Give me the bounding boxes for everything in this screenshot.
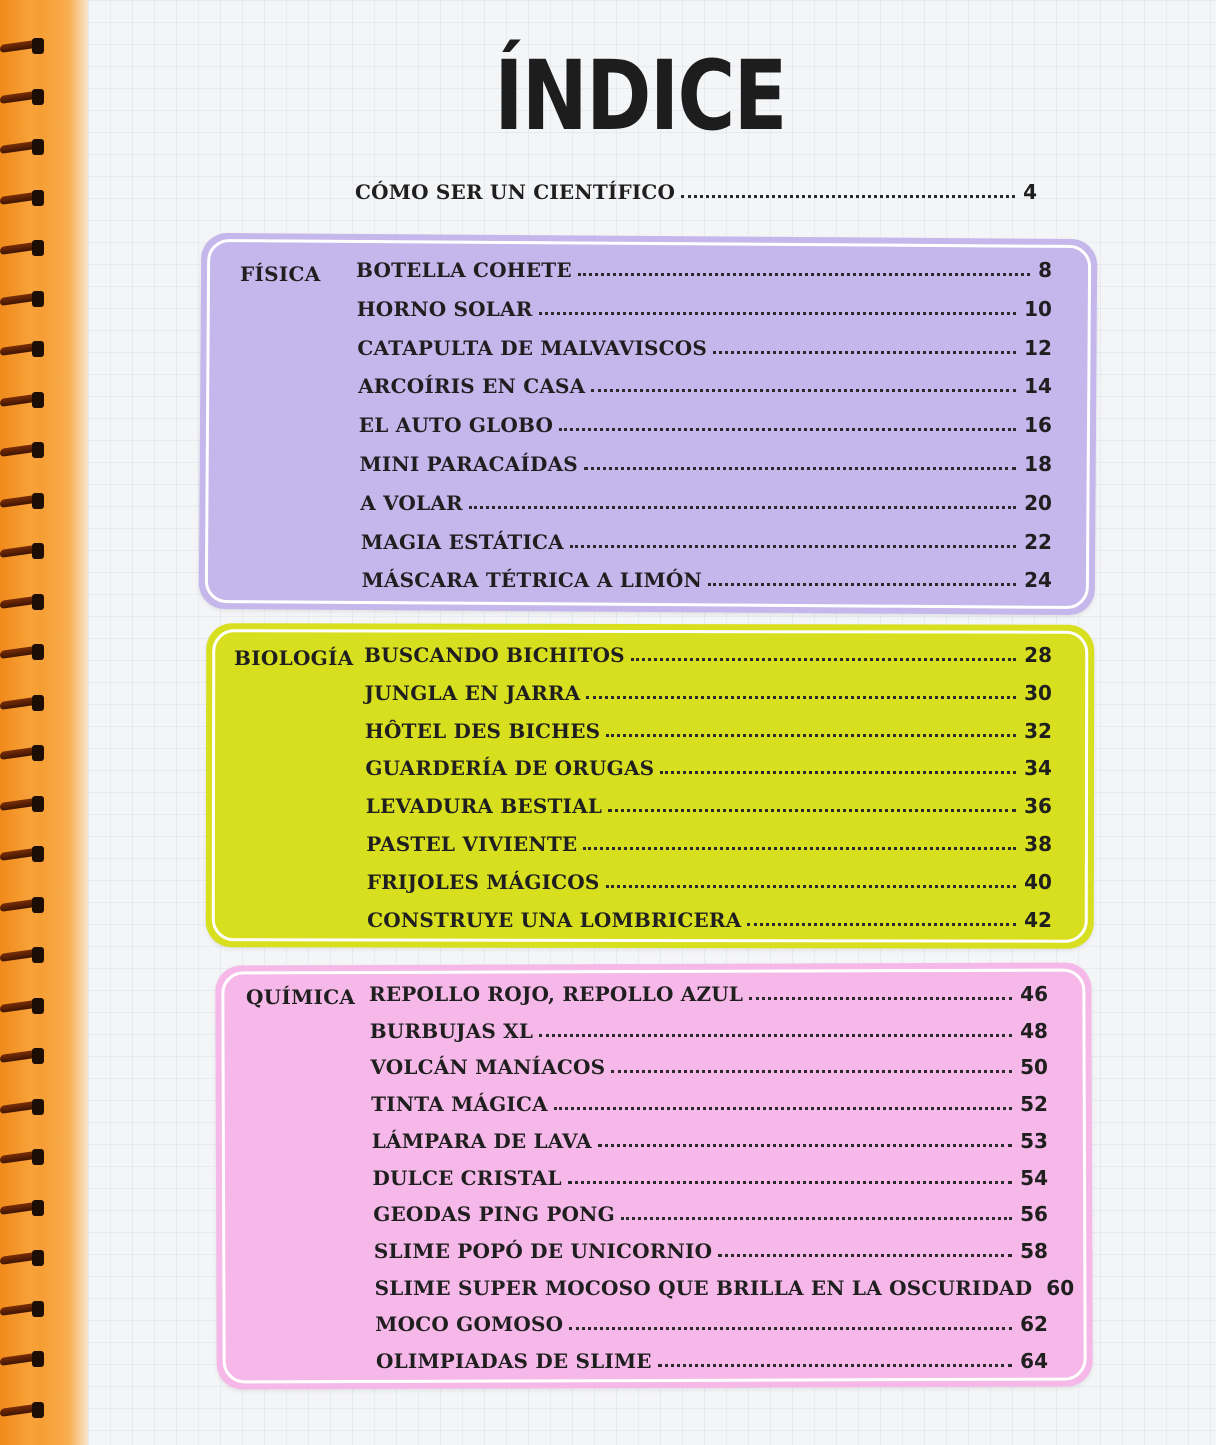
toc-entry[interactable] <box>373 1164 1049 1190</box>
toc-entry[interactable] <box>366 830 1052 856</box>
toc-entry[interactable] <box>370 1053 1048 1079</box>
toc-entry[interactable] <box>356 256 1052 282</box>
dot-leader <box>713 351 1016 354</box>
dot-leader <box>606 885 1017 888</box>
toc-entry[interactable] <box>357 295 1052 321</box>
spiral-ring <box>0 1046 44 1064</box>
spiral-ring <box>0 1400 44 1418</box>
spiral-ring <box>0 36 44 54</box>
dot-leader <box>539 312 1017 315</box>
toc-entry-title: OLIMPIADAS DE SLIME <box>376 1349 652 1373</box>
spiral-ring <box>0 743 44 761</box>
toc-entry-page: 24 <box>1024 568 1052 593</box>
toc-entry-title: ARCOÍRIS EN CASA <box>358 374 586 399</box>
dot-leader <box>578 273 1030 276</box>
toc-entry-page: 53 <box>1020 1128 1048 1153</box>
dot-leader <box>584 467 1016 470</box>
toc-entry-title: HÔTEL DES BICHES <box>364 718 601 743</box>
dot-leader <box>708 583 1016 586</box>
toc-entry-page: 52 <box>1020 1092 1048 1117</box>
dot-leader <box>539 1034 1012 1037</box>
spiral-ring <box>0 188 44 206</box>
toc-entry-intro[interactable] <box>355 178 1037 204</box>
toc-entry-title: MAGIA ESTÁTICA <box>360 529 564 554</box>
spiral-ring <box>0 541 44 559</box>
spiral-ring <box>0 238 44 256</box>
section-panel-biologia <box>206 623 1095 949</box>
toc-entry-page: 50 <box>1020 1055 1048 1080</box>
dot-leader <box>583 847 1016 850</box>
toc-entry-title: EL AUTO GLOBO <box>358 413 554 438</box>
spiral-ring <box>0 390 44 408</box>
toc-entry-title: TINTA MÁGICA <box>371 1092 548 1117</box>
dot-leader <box>747 923 1016 926</box>
dot-leader <box>631 658 1016 661</box>
toc-entry[interactable] <box>366 792 1052 818</box>
toc-entry[interactable] <box>367 906 1052 932</box>
toc-entry-page: 10 <box>1024 296 1052 321</box>
toc-entry[interactable] <box>376 1347 1048 1373</box>
toc-entry-title: PASTEL VIVIENTE <box>366 832 578 856</box>
spiral-ring <box>0 339 44 357</box>
toc-entry[interactable] <box>372 1127 1048 1153</box>
dot-leader <box>681 195 1015 198</box>
toc-entry-title: GUARDERÍA DE ORUGAS <box>365 756 655 781</box>
toc-entry-page: 36 <box>1024 794 1052 819</box>
toc-entry[interactable] <box>374 1274 1075 1300</box>
toc-entry-title: GEODAS PING PONG <box>373 1202 615 1227</box>
section-label-quimica: QUÍMICA <box>246 985 356 1009</box>
toc-entry-title: CONSTRUYE UNA LOMBRICERA <box>367 907 742 932</box>
dot-leader <box>568 1181 1012 1184</box>
toc-entry-title: FRIJOLES MÁGICOS <box>366 869 600 894</box>
toc-entry-title: VOLCÁN MANÍACOS <box>370 1055 606 1080</box>
dot-leader <box>660 771 1016 774</box>
toc-entry[interactable] <box>362 566 1052 592</box>
toc-entry-page: 22 <box>1024 529 1052 554</box>
spiral-ring <box>0 844 44 862</box>
toc-entry[interactable] <box>358 372 1052 398</box>
toc-entry-title: JUNGLA EN JARRA <box>364 680 581 705</box>
spiral-ring <box>0 945 44 963</box>
spiral-ring <box>0 1198 44 1216</box>
spiral-ring <box>0 895 44 913</box>
toc-entry-title: DULCE CRISTAL <box>372 1165 562 1190</box>
dot-leader <box>621 1217 1012 1220</box>
toc-entry[interactable] <box>371 1090 1048 1116</box>
toc-entry-page: 40 <box>1024 869 1052 894</box>
toc-entry-page: 48 <box>1020 1018 1048 1043</box>
spiral-ring <box>0 1097 44 1115</box>
spiral-ring <box>0 693 44 711</box>
spiral-ring <box>0 1299 44 1317</box>
toc-entry-page: 18 <box>1024 452 1052 476</box>
toc-entry-page: 4 <box>1023 180 1037 204</box>
toc-entry[interactable] <box>374 1237 1048 1263</box>
toc-entry-title: REPOLLO ROJO, REPOLLO AZUL <box>369 982 744 1006</box>
toc-entry-page: 12 <box>1024 335 1052 360</box>
toc-entry-page: 14 <box>1024 374 1052 399</box>
dot-leader <box>591 389 1016 392</box>
toc-entry[interactable] <box>364 679 1052 705</box>
toc-entry[interactable] <box>370 1017 1048 1043</box>
section-label-fisica: FÍSICA <box>240 262 321 286</box>
toc-entry-title: MÁSCARA TÉTRICA A LIMÓN <box>361 568 702 593</box>
toc-entry-page: 28 <box>1024 643 1052 667</box>
toc-entry-title: LEVADURA BESTIAL <box>365 794 603 819</box>
toc-entry-title: BUSCANDO BICHITOS <box>364 643 625 667</box>
toc-entry[interactable] <box>360 489 1052 515</box>
toc-entry-title: BOTELLA COHETE <box>356 258 572 282</box>
spiral-ring <box>0 87 44 105</box>
toc-entry-page: 60 <box>1046 1275 1075 1300</box>
toc-entry[interactable] <box>367 868 1052 894</box>
page-title: ÍNDICE <box>494 40 786 152</box>
toc-entry-title: MOCO GOMOSO <box>375 1312 564 1337</box>
toc-entry[interactable] <box>359 411 1052 437</box>
toc-entry[interactable] <box>360 450 1053 476</box>
toc-entry-page: 64 <box>1020 1349 1048 1373</box>
spiral-ring <box>0 996 44 1014</box>
dot-leader <box>569 1327 1012 1330</box>
toc-entry-page: 58 <box>1020 1238 1048 1263</box>
dot-leader <box>658 1364 1012 1367</box>
toc-entry[interactable] <box>369 980 1048 1006</box>
toc-entry-title: MINI PARACAÍDAS <box>359 452 578 476</box>
toc-entry-page: 16 <box>1024 413 1052 438</box>
toc-entry[interactable] <box>361 528 1052 554</box>
toc-entry-page: 46 <box>1020 982 1048 1006</box>
toc-entry-page: 54 <box>1020 1165 1048 1190</box>
toc-entry-page: 34 <box>1024 756 1052 781</box>
toc-entry[interactable] <box>364 641 1052 667</box>
toc-entry[interactable] <box>373 1200 1048 1226</box>
toc-entry-page: 20 <box>1024 490 1052 515</box>
dot-leader <box>608 809 1016 812</box>
spiral-ring <box>0 491 44 509</box>
toc-entry-title: LÁMPARA DE LAVA <box>371 1128 592 1153</box>
toc-entry-page: 32 <box>1024 718 1052 743</box>
spiral-ring <box>0 794 44 812</box>
dot-leader <box>586 696 1016 699</box>
toc-entry[interactable] <box>375 1310 1048 1336</box>
spiral-binding-spine <box>0 0 88 1445</box>
toc-entry-title: SLIME POPÓ DE UNICORNIO <box>373 1238 713 1263</box>
toc-entry-page: 42 <box>1024 907 1052 932</box>
spiral-ring <box>0 1147 44 1165</box>
spiral-ring <box>0 137 44 155</box>
toc-entry-page: 56 <box>1020 1202 1048 1227</box>
dot-leader <box>611 1070 1012 1073</box>
spiral-ring <box>0 1349 44 1367</box>
spiral-ring <box>0 1248 44 1266</box>
spiral-ring <box>0 440 44 458</box>
toc-entry-page: 8 <box>1038 258 1052 282</box>
section-label-biologia: BIOLOGÍA <box>234 646 354 670</box>
spiral-ring <box>0 642 44 660</box>
toc-entry-page: 38 <box>1024 832 1052 856</box>
toc-entry[interactable] <box>365 717 1052 743</box>
spiral-ring <box>0 289 44 307</box>
toc-entry-title: CÓMO SER UN CIENTÍFICO <box>355 180 676 204</box>
toc-entry-page: 62 <box>1020 1312 1048 1337</box>
toc-entry-title: A VOLAR <box>360 490 463 515</box>
dot-leader <box>554 1107 1012 1110</box>
dot-leader <box>606 734 1016 737</box>
toc-entry-title: SLIME SUPER MOCOSO QUE BRILLA EN LA OSCURIDAD <box>374 1275 1033 1300</box>
dot-leader <box>469 506 1016 509</box>
toc-entry-title: BURBUJAS XL <box>369 1018 534 1043</box>
toc-entry-title: HORNO SOLAR <box>356 296 533 321</box>
spiral-ring <box>0 592 44 610</box>
dot-leader <box>749 997 1012 1000</box>
toc-entry[interactable] <box>365 754 1052 780</box>
toc-entry[interactable] <box>357 334 1052 360</box>
toc-entry-page: 30 <box>1024 680 1052 705</box>
toc-entry-title: CATAPULTA DE MALVAVISCOS <box>357 335 708 360</box>
dot-leader <box>559 428 1016 431</box>
dot-leader <box>598 1144 1012 1147</box>
dot-leader <box>570 545 1016 548</box>
dot-leader <box>718 1254 1012 1257</box>
